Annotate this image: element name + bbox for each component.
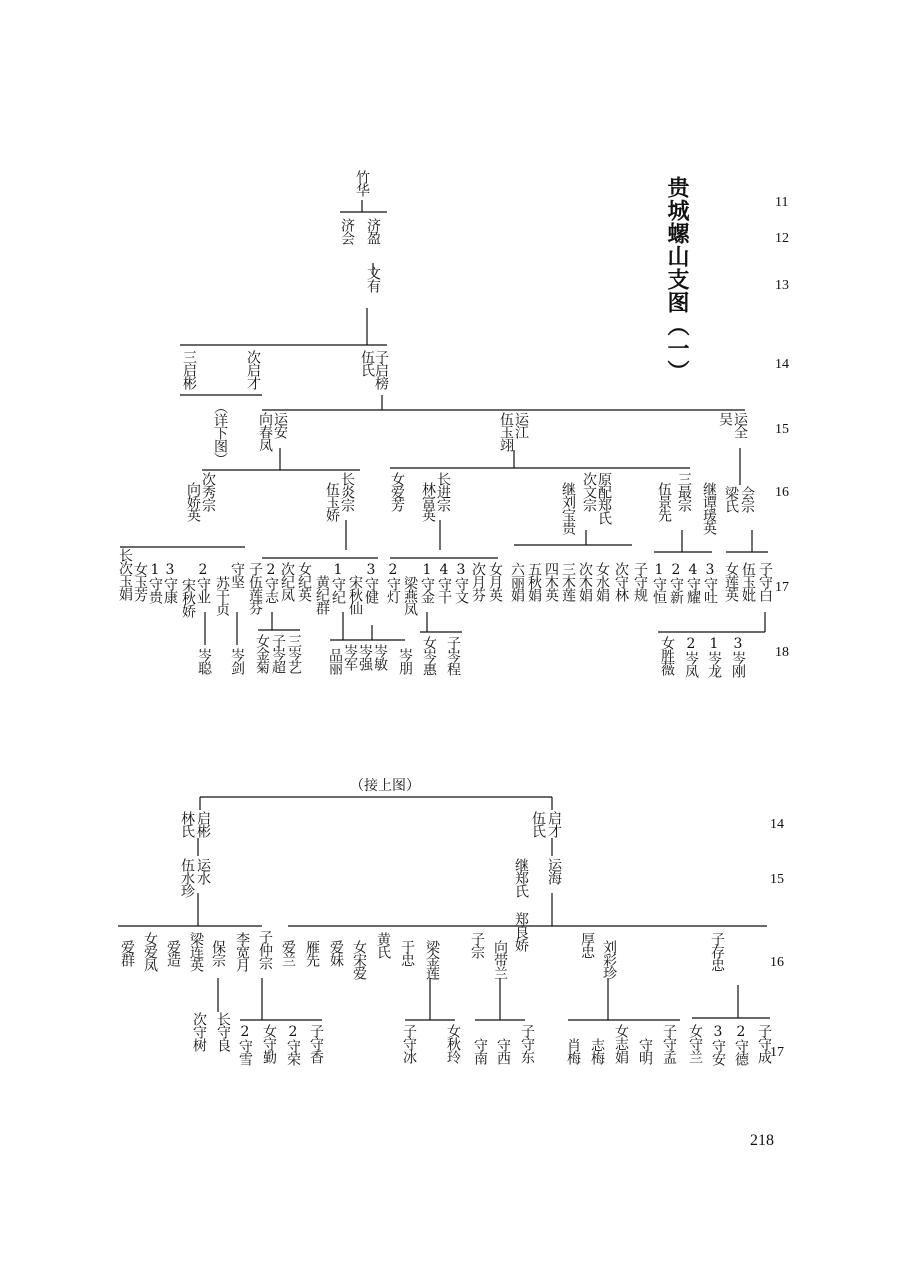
person-node: 文有 bbox=[365, 266, 381, 292]
person-node: 继谭瑗英 bbox=[701, 482, 717, 534]
person-node: 3守吐 bbox=[702, 562, 718, 603]
person-node: 子守白 bbox=[757, 562, 773, 601]
person-node: 五秋娟 bbox=[526, 562, 542, 601]
person-node: 爱妹 bbox=[328, 940, 344, 966]
person-node: 2守新 bbox=[668, 562, 684, 603]
person-node: 梁连英 bbox=[188, 932, 204, 971]
person-node: 女志娟 bbox=[613, 1024, 629, 1063]
spouse-label: 林富英 bbox=[420, 482, 436, 521]
person-node: 岑军 bbox=[342, 644, 358, 670]
page-number: 218 bbox=[750, 1132, 774, 1149]
person-node: 志梅 bbox=[589, 1038, 605, 1064]
person-node: 爱兰 bbox=[280, 940, 296, 966]
spouse-label: 伍景先 bbox=[656, 482, 672, 521]
person-node: 岑朋 bbox=[397, 648, 413, 674]
generation-label: 16 bbox=[775, 485, 789, 500]
person-node: 子启榜 bbox=[373, 350, 389, 389]
person-node: 子守孟 bbox=[661, 1024, 677, 1063]
person-node: 女爱凤 bbox=[142, 932, 158, 971]
person-node: 3守康 bbox=[162, 562, 178, 603]
person-node: 四木英 bbox=[543, 562, 559, 601]
person-node: 1守纪 bbox=[330, 562, 346, 603]
person-node: 女守兰 bbox=[687, 1024, 703, 1063]
person-node: 宋秋仙 bbox=[347, 575, 363, 614]
person-node: 子岑程 bbox=[445, 636, 461, 675]
spouse-label: 伍玉娇 bbox=[324, 482, 340, 521]
spouse-label: 吴 bbox=[717, 412, 733, 425]
person-node: 子守东 bbox=[519, 1024, 535, 1063]
person-node: 长次玉娟 bbox=[117, 548, 133, 600]
person-node: 3守健 bbox=[363, 562, 379, 603]
person-node: 长炎宗 bbox=[339, 472, 355, 511]
person-node: 子守规 bbox=[632, 562, 648, 601]
person-node: 守坚 bbox=[229, 562, 245, 588]
person-node: 2守德 bbox=[733, 1024, 749, 1065]
person-node: 继刘宝贵 bbox=[560, 482, 576, 534]
person-node: 女胜薇 bbox=[659, 636, 675, 675]
spouse-label: 继郑氏 郑良娇 bbox=[513, 858, 529, 951]
person-node: 三木莲 bbox=[560, 562, 576, 601]
person-node: 长进宗 bbox=[435, 472, 451, 511]
person-node: 运海 bbox=[546, 858, 562, 884]
person-node: 3守文 bbox=[453, 562, 469, 603]
person-node: 4守干 bbox=[436, 562, 452, 603]
person-node: 女纪英 bbox=[296, 562, 312, 601]
person-node: 子守香 bbox=[308, 1024, 324, 1063]
spouse-label: 向娇英 bbox=[185, 482, 201, 521]
generation-label: 14 bbox=[770, 817, 784, 832]
person-node: 2守荣 bbox=[285, 1024, 301, 1065]
person-node: 肖梅 bbox=[565, 1038, 581, 1064]
person-node: 向带兰 bbox=[492, 940, 508, 979]
person-node: 竹华 bbox=[354, 170, 370, 196]
person-node: 子宗 bbox=[469, 932, 485, 958]
generation-label: 17 bbox=[770, 1045, 784, 1060]
person-node: 三岑艺 bbox=[286, 634, 302, 673]
generation-label: 11 bbox=[775, 195, 789, 210]
person-node: 会宗 bbox=[739, 486, 755, 512]
spouse-label: 林氏 bbox=[179, 811, 195, 837]
person-node: 女月英 bbox=[487, 562, 503, 601]
person-node: 3守安 bbox=[710, 1024, 726, 1065]
person-node: 女玉芳 bbox=[132, 562, 148, 601]
spouse-label: 伍氏 bbox=[359, 350, 375, 376]
person-node: 岑敏 bbox=[372, 644, 388, 670]
person-node: 启才 bbox=[546, 811, 562, 837]
person-node: 次守树 bbox=[191, 1012, 207, 1051]
chart-title: 贵城螺山支图（一） bbox=[664, 176, 689, 383]
person-node: 子仲宗 bbox=[257, 930, 273, 969]
note-label: （详下图） bbox=[212, 400, 228, 465]
person-node: 爱群 bbox=[119, 940, 135, 966]
person-node: 子守成 bbox=[756, 1024, 772, 1063]
continuation-header: （接上图） bbox=[350, 778, 420, 794]
person-node: 宋秋娇 bbox=[180, 578, 196, 617]
spouse-label: 原配郑氏 bbox=[596, 472, 612, 524]
person-node: 黄纪群 bbox=[314, 575, 330, 614]
spouse-label: 梁氏 bbox=[723, 486, 739, 512]
person-node: 女岑惠 bbox=[421, 636, 437, 675]
person-node: 次守林 bbox=[613, 562, 629, 601]
person-node: 女宋爱 bbox=[351, 940, 367, 979]
person-node: 守明 bbox=[637, 1038, 653, 1064]
person-node: 子伍莲芬 bbox=[247, 562, 263, 614]
person-node: 守西 bbox=[495, 1038, 511, 1064]
person-node: 运江 bbox=[513, 412, 529, 438]
person-node: 子守冰 bbox=[401, 1024, 417, 1063]
person-node: 爱造 bbox=[165, 940, 181, 966]
person-node: 济盈 bbox=[365, 218, 381, 244]
person-node: 梁燕凤 bbox=[402, 576, 418, 615]
person-node: 女莲英 bbox=[723, 562, 739, 601]
person-node: 岑聪 bbox=[196, 648, 212, 674]
generation-label: 16 bbox=[770, 955, 784, 970]
person-node: 1守贵 bbox=[147, 562, 163, 603]
person-node: 厚忠 bbox=[579, 932, 595, 958]
person-node: 2守志 bbox=[263, 562, 279, 603]
person-node: 保宗 bbox=[210, 940, 226, 966]
person-node: 伍玉妣 bbox=[740, 562, 756, 601]
person-node: 岑剑 bbox=[229, 648, 245, 674]
person-node: 次秀宗 bbox=[200, 472, 216, 511]
person-node: 2守灯 bbox=[385, 562, 401, 603]
person-node: 女水娟 bbox=[594, 562, 610, 601]
person-node: 次文宗 bbox=[581, 472, 597, 511]
person-node: 启彬 bbox=[195, 811, 211, 837]
person-node: 子岑超 bbox=[270, 634, 286, 673]
person-node: 子存忠 bbox=[709, 932, 725, 971]
spouse-label: 伍玉翊 bbox=[498, 412, 514, 451]
person-node: 运全 bbox=[732, 412, 748, 438]
person-node: 2守业 bbox=[195, 562, 211, 603]
person-node: 黄氏 bbox=[375, 932, 391, 958]
generation-label: 15 bbox=[770, 872, 784, 887]
person-node: 次月芬 bbox=[470, 562, 486, 601]
person-node: 三启彬 bbox=[181, 350, 197, 389]
person-node: 运安 bbox=[272, 412, 288, 438]
person-node: 女守勤 bbox=[261, 1024, 277, 1063]
person-node: 2守雪 bbox=[237, 1024, 253, 1065]
person-node: 运水 bbox=[195, 858, 211, 884]
person-node: 2岑凤 bbox=[683, 636, 699, 677]
person-node: 品丽 bbox=[327, 648, 343, 674]
person-node: 1岑龙 bbox=[706, 636, 722, 677]
person-node: 岑强 bbox=[357, 644, 373, 670]
person-node: 长守良 bbox=[215, 1012, 231, 1051]
person-node: 六丽娟 bbox=[509, 562, 525, 601]
person-node: 次启才 bbox=[245, 350, 261, 389]
generation-label: 13 bbox=[775, 278, 789, 293]
person-node: 次木娟 bbox=[577, 562, 593, 601]
person-node: 守南 bbox=[472, 1038, 488, 1064]
generation-label: 17 bbox=[775, 580, 789, 595]
spouse-label: 向春凤 bbox=[257, 412, 273, 451]
person-node: 雁先 bbox=[304, 940, 320, 966]
generation-label: 15 bbox=[775, 422, 789, 437]
person-node: 1守恒 bbox=[651, 562, 667, 603]
spouse-label: 伍水珍 bbox=[179, 858, 195, 897]
spouse-label: 伍氏 bbox=[530, 811, 546, 837]
person-node: 苏干贞 bbox=[214, 576, 230, 615]
person-node: 李宽月 bbox=[234, 932, 250, 971]
generation-label: 12 bbox=[775, 231, 789, 246]
person-node: 女秋玲 bbox=[445, 1024, 461, 1063]
person-node: 1守金 bbox=[419, 562, 435, 603]
person-node: 次纪凤 bbox=[279, 562, 295, 601]
person-node: 4守耀 bbox=[685, 562, 701, 603]
person-node: 济会 bbox=[339, 218, 355, 244]
generation-label: 14 bbox=[775, 357, 789, 372]
person-node: 于忠 bbox=[399, 940, 415, 966]
person-node: 女金菊 bbox=[254, 634, 270, 673]
person-node: 刘彩珍 bbox=[601, 940, 617, 979]
person-node: 3岑刚 bbox=[730, 636, 746, 677]
generation-label: 18 bbox=[775, 645, 789, 660]
person-node: 梁金莲 bbox=[424, 940, 440, 979]
person-node: 女爱芳 bbox=[389, 472, 405, 511]
person-node: 三最宗 bbox=[676, 472, 692, 511]
